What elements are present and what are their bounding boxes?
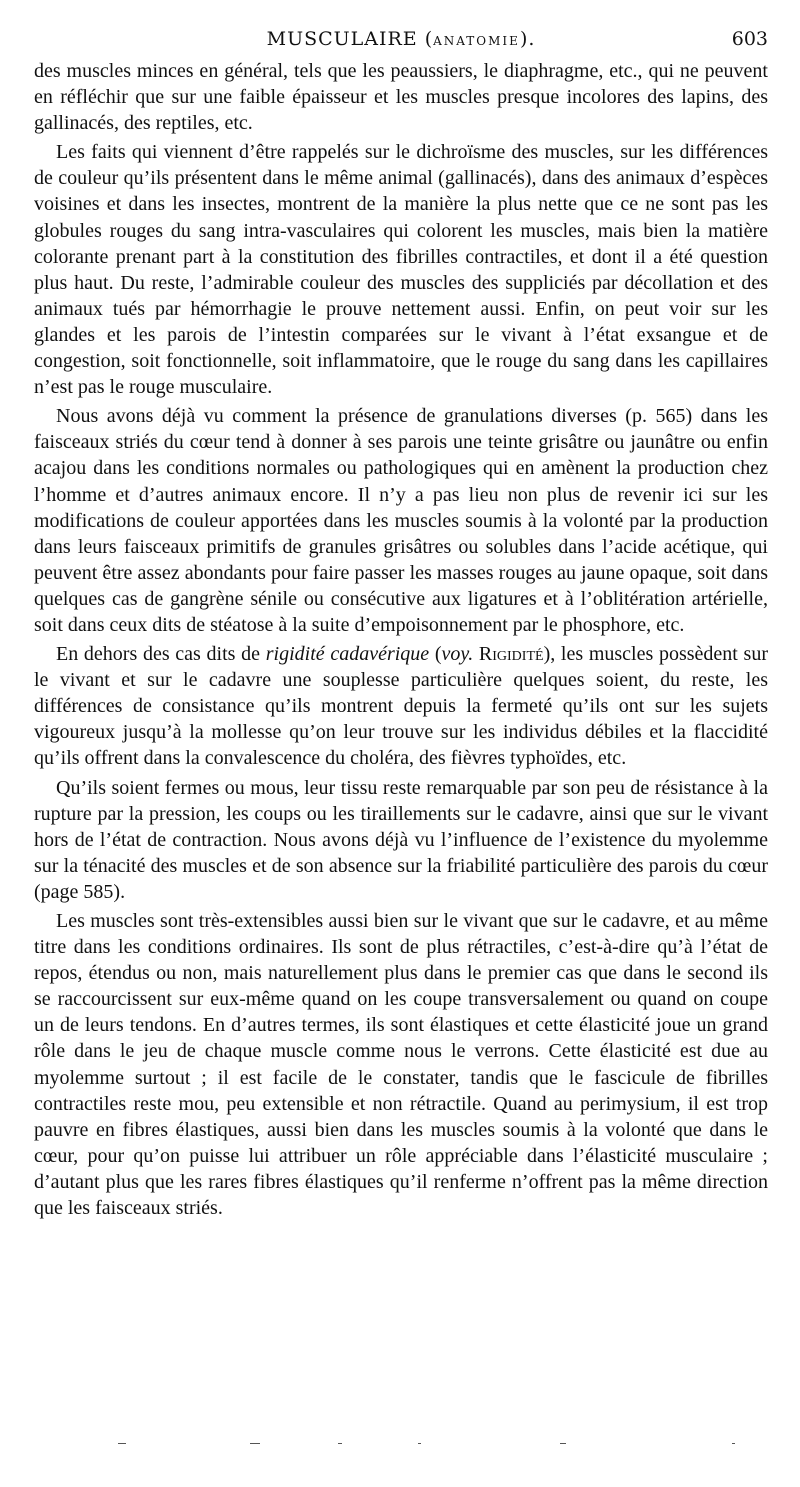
paragraph-2: Les faits qui viennent d’être rappelés sur le dichroïsme des muscles, sur les différences de couleur qu’ils présentent dans le même animal (gallinacés), dans des animaux d’espèces voisines et dans les insectes, montrent de la manière la plus nette que ce ne sont pas les globules rouges du sang intra-vasculaires qui colorent les muscles, mais bien la matière colorante prenant part à la constitution des fibrilles contractiles, et dont il a été question plus haut. Du reste, l’admirable couleur des muscles des suppliciés par décollation et des animaux tués par hémorrhagie le prouve nettement aussi. Enfin, on peut voir sur les glandes et les parois de l’intestin comparées sur le vivant à l’état exsangue et de congestion, soit fonctionnelle, soit inflammatoire, que le rouge du sang dans les capillaires n’est pas le rouge musculaire. — [34, 141, 768, 399]
scan-mark — [418, 1443, 421, 1444]
running-head — [34, 28, 768, 54]
scan-mark — [338, 1443, 342, 1444]
scan-mark — [560, 1443, 566, 1444]
scan-mark — [732, 1443, 735, 1444]
footer-scan-marks — [0, 1443, 800, 1453]
scan-mark — [118, 1443, 126, 1444]
running-title-section: ANATOMIE — [433, 34, 520, 48]
paragraph-5: Qu’ils soient fermes ou mous, leur tissu reste remarquable par son peu de résistance à la rupture par la pression, les coups ou les tiraillements sur le cadavre, ainsi que sur le vivant hors de l’état de contraction. Nous avons déjà vu l’influence de l’existence du myolemme sur la ténacité des muscles et de son absence sur la friabilité particulière des parois du cœur (page 585). — [34, 776, 768, 903]
paragraph-4-after: ), les muscles possèdent sur le vivant et sur le cadavre une souplesse particulière quelques soient, du reste, les différences de consistance qu’ils montrent depuis la fermeté qu’ils ont sur les sujets vigoureux jusqu’à la mollesse qu’on leur trouve sur les individus débiles et la flaccidité qu’ils offrent dans la convalescence du choléra, des fièvres typhoïdes, etc. — [34, 643, 769, 770]
paragraph-4-mid1: ( — [429, 643, 442, 666]
see-abbrev: voy. — [441, 643, 474, 666]
document-page — [34, 28, 768, 1224]
scan-mark — [250, 1443, 260, 1444]
page-number: 603 — [731, 28, 768, 50]
paragraph-4-before: En dehors des cas dits de — [56, 643, 266, 666]
cross-reference: Rigidité — [478, 643, 544, 666]
paragraph-3: Nous avons déjà vu comment la présence de granulations diverses (p. 565) dans les faisceaux striés du cœur tend à donner à ses parois une teinte grisâtre ou jaunâtre ou enfin acajou dans les conditions normales ou pathologiques qui en amènent la production chez l’homme et d’autres animaux encore. Il n’y a pas lieu non plus de revenir ici sur les modifications de couleur apportées dans les muscles soumis à la volonté par la production dans leurs faisceaux primitifs de granules grisâtres ou solubles dans l’acide acétique, qui peuvent être assez abondants pour faire passer les masses rouges au jaune opaque, soit dans quelques cas de gangrène sénile ou consécutive aux ligatures et à l’oblitération artérielle, soit dans ceux dits de stéatose à la suite d’empoisonnement par le phosphore, etc. — [34, 405, 768, 636]
body-text — [34, 58, 768, 1221]
paragraph-4 — [34, 641, 768, 771]
running-title — [34, 28, 768, 50]
paragraph-1: des muscles minces en général, tels que les peaussiers, le diaphragme, etc., qui ne peuvent en réfléchir que sur une faible épaisseur et les muscles presque incolores des lapins, des gallinacés, des reptiles, etc. — [34, 60, 768, 135]
paragraph-6: Les muscles sont très-extensibles aussi bien sur le vivant que sur le cadavre, et au même titre dans les conditions ordinaires. Ils sont de plus rétractiles, c’est-à-dire qu’à l’état de repos, étendus ou non, mais naturellement plus dans le premier cas que dans le second ils se raccourcissent sur eux-même quand on les coupe transversalement ou quand on coupe un de leurs tendons. En d’autres termes, ils sont élastiques et cette élasticité joue un grand rôle dans le jeu de chaque muscle comme nous le verrons. Cette élasticité est due au myolemme surtout ; il est facile de le constater, tandis que le fascicule de fibrilles contractiles reste mou, peu extensible et non rétractile. Quand au perimysium, il est trop pauvre en fibres élastiques, aussi bien dans les muscles soumis à la volonté que dans le cœur, pour qu’on puisse lui attribuer un rôle appréciable dans l’élasticité musculaire ; d’autant plus que les rares fibres élastiques qu’il renferme n’offrent pas la même direction que les faisceaux striés. — [34, 910, 768, 1220]
running-title-main: MUSCULAIRE ( — [266, 28, 434, 50]
running-title-end: ). — [519, 28, 536, 50]
term-rigidite-cadaverique: rigidité cadavérique — [265, 643, 430, 666]
